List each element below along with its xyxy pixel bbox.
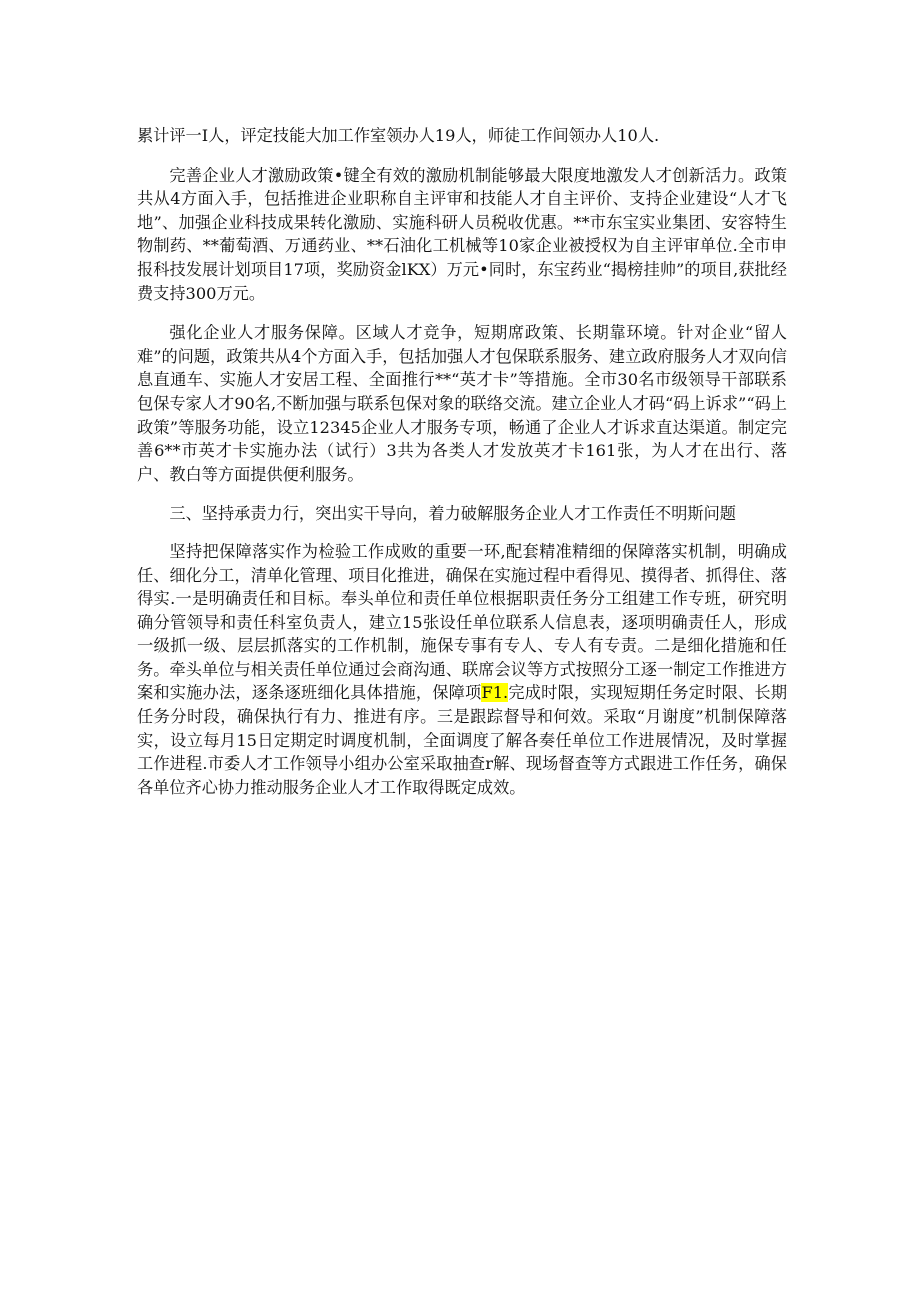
- document-page: [137, 124, 787, 815]
- highlighted-text: F1.: [481, 683, 509, 703]
- paragraph-continuation: 累计评一I人，评定技能大加工作室领办人19人，师徒工作间领办人10人.: [137, 126, 660, 145]
- paragraph-talent-service: 强化企业人才服务保障。区域人才竞争，短期席政策、长期靠环境。针对企业“留人难”的问题，政策共从4个方面入手，包括加强人才包保联系服务、建立政府服务人才双向信息直通车、实施人才安居工程、全面推行**“英才卡”等措施。全市30名市级领导干部联系包保专家人才90名,不断加强与联系包保对象的联络交流。建立企业人才码“码上诉求”“码上政策”等服务功能，设立12345企业人才服务专项，畅通了企业人才诉求直达渠道。制定完善6**市英才卡实施办法（试行）3共为各类人才发放英才卡161张，为人才在出行、落户、教白等方面提供便利服务。: [137, 323, 787, 484]
- paragraph-responsibility-part-a: 坚持把保障落实作为检验工作成败的重要一环,配套精准精细的保障落实机制，明确成任、细化分工，清单化管理、项目化推进，确保在实施过程中看得见、摸得者、抓得住、落得实.一是明确责任和目标。奉头单位和责任单位根据职责任务分工组建工作专班，研究明确分管领导和责任科室负责人，建立15张设任单位联系人信息表，逐项明确责任人，形成一级抓一级、层层抓落实的工作机制，施保专事有专人、专人有专责。二是细化措施和任务。牵头单位与相关责任单位通过会商沟通、联席会议等方式按照分工逐一制定工作推进方案和实施办法，逐条逐班细化具体措施，保障项: [137, 541, 787, 703]
- paragraph-responsibility: [137, 540, 787, 800]
- section-heading-three: 三、坚持承责力行，突出实干导向，着力破解服务企业人才工作责任不明斯问题: [169, 504, 736, 524]
- paragraph-responsibility-part-b: 完成时限，实现短期任务定时限、长期任务分时段，确保执行有力、推进有序。三是跟踪督导和何效。采取“月谢度”机制保障落实，设立每月15日定期定时调度机制，全面调度了解各奏任单位工作进展情况，及时掌握工作进程.市委人才工作领导小组办公室采取抽查r解、现场督查等方式跟进工作任务，确保各单位齐心协力推动服务企业人才工作取得既定成效。: [137, 683, 788, 797]
- paragraph-talent-incentive: 完善企业人才激励政策•键全有效的激励机制能够最大限度地激发人才创新活力。政策共从4方面入手，包括推进企业职称自主评审和技能人才自主评价、支持企业建设“人才飞地”、加强企业科技成果转化激励、实施科研人员税收优惠。**市东宝实业集团、安容特生物制药、**葡萄酒、万通药业、**石油化工机械等10家企业被授权为自主评审单位.全市申报科技发展计划项目17项，奖励资金lKX）万元•同时，东宝药业“揭榜挂帅”的项目,获批经费支持300万元。: [137, 165, 787, 303]
